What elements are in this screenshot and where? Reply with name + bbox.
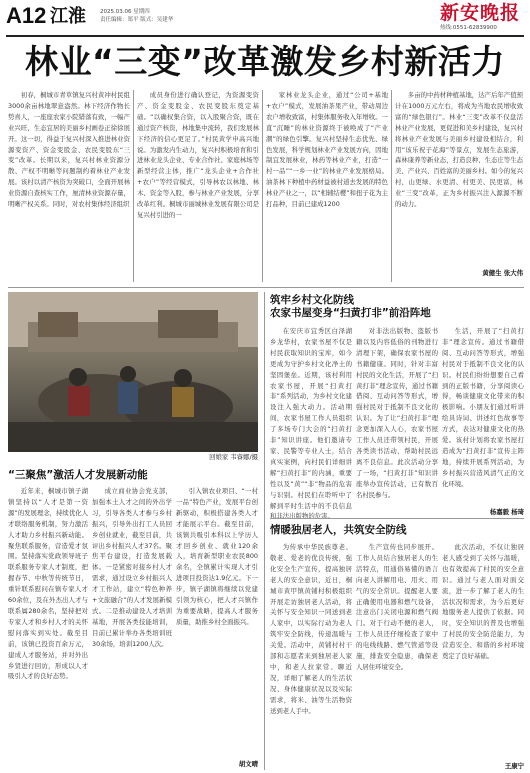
column-divider <box>262 90 263 282</box>
article-2-text-3: 生活，开展了“扫黄打非”理念宣传。通过书籍借阅、互动问答等形式，增强村民对于抵制不良文化的认识。村民们纷纷想要自己看到的正版书籍，分享阅读心得，畅谈健康文化带来的积极影响。小朋友们通过听讲绘具诗词、讲述红色故事等方式，表达对健康文化的热爱。该村计划将农家书屋打造成为“扫黄打非”宣传主阵地，持续开展系列活动，为乡村振兴营造风清气正的文化环境。 <box>442 327 524 488</box>
lead-article-text-2: 成员身份进行确认登记，为资源变资产、资金变股金、农民变股东奠定基础。“以确权集合资，以入股聚合资，既在通过资产核资，林地集中流转，我们发展林下经济的信心更足了。”村民黄学申高兴地说。为激发内生动力，复兴村积极培育和引进林业龙头企业、专业合作社、家庭林场等新型经营主体，推广“龙头企业+合作社+农户”等经营模式，引导林农以林地、林木、资金等入股，参与林业产业发展，分享改革红利。桐城市丽城林业发展有限公司是复兴村引进的一 <box>137 91 259 219</box>
hotline: 热线:0551-62839900 <box>440 25 497 31</box>
article-4-text-1: 为传承中华民族尊老、敬老、爱老的优良传统，强化安全生产宣传，提高独居老人的安全意识，近日，桐城市黄甲镇黄铺村积极组织开展走访独居老人活动，将关怀与安全知识一同送到老人家中，以实际行动为老人筑牢安全防线，传递温暖与关爱。活动中，黄铺村村干部和志愿者来到独居老人家中，和老人拉家常、聊近况，详细了解老人的生活状况、身体健康状况以及实际需求，将米、油等生活物资送到老人手中。 <box>270 543 352 715</box>
lead-article-col-1 <box>8 90 130 282</box>
lead-article-text-4: 多亩的中药材种植基地，达产后年产值预计在1000万元左右，将成为当地农民增收致富的“绿色银行”。林业“三变”改革不仅盘活林业产业发展，更促进和美乡村建设，复兴村将林业产业发展与美丽乡村建设相结合，利用“该乐祝子花海”等景点，发展生态旅游，森林康养等新业态，打造良种、生态庄等生态美、产业兴、百姓富的美丽乡村。如今的复兴村，山更绿、水更清、村更美、民更富，林业“三变”改革，正为乡村振兴注入源源不断的动力。 <box>395 91 523 209</box>
section-divider <box>8 287 524 288</box>
article-3-title: “三聚焦”激活人才发展新动能 <box>8 469 148 481</box>
article-2-col-2 <box>356 326 438 516</box>
lead-byline: 黄健生 张大伟 <box>482 269 523 277</box>
page-number: A12 <box>6 3 47 28</box>
section-divider <box>270 518 524 519</box>
column-divider <box>133 90 134 282</box>
article-4-col-1 <box>270 542 352 770</box>
article-3-col-2 <box>92 486 172 770</box>
article-3-text-2: 成立商业协会党支部，加强本土人才之间的外出学习，引导各类人才参与乡村振兴，引导外出打工人员回乡创业就业，截至目前，共评出乡村振兴人才37名。聚焦平台建设，打造发展载体。一是紧密对接乡村人才需求，通过设立乡村振兴人才工作站，建立“特色种养+文旅融合”的人才发展新模式。二是推动建设人才培训基地，开展各类技能培训，目前已累计举办各类培训班30余场，培训1200人次。 <box>92 487 172 648</box>
article-4-col-3 <box>442 542 524 760</box>
lead-article-col-3 <box>266 90 388 282</box>
lead-article-col-2 <box>137 90 259 282</box>
article-4-text-2: 生产宣传也同步展开。工作人员结合独居老人的生活特点，用通俗易懂的语言向老人讲解用电、用火、用气的安全常识。提醒老人要正确使用电器和燃气设备，注意出门关闭电源和燃气阀门。对于行动不便的老人，工作人员还仔细检查了家中的电线线路、燃气管道等设施，排查安全隐患，确保老人居住环境安全。 <box>356 543 438 671</box>
column-divider <box>264 292 265 770</box>
article-3-text-1: 近年来，桐城市镇子湖镇坚持以“人才是第一资源”的发展理念，持续优化人才联络服务机制，努力激活人才助力乡村振兴新动能。聚焦联系服务，营造爱才氛围。坚持落实党政领导班子联系服务专家人才制度，把握春节、中秋等传统节日，重针联系慰问在镇专家人才60余位，及在外杰出人才与联系属280余名，坚持把对专家人才和乡村人才的关怀慰问落实到实处。截至目前，该镇已投资百余万元，建成人才服务站，并对外出乡贤进行回访，形成以人才吸引人才的良好态势。 <box>8 487 88 681</box>
article-2-text-2: 对非法出版物、盗版书籍以及内容低俗的刊物进行清理下架，确保农家书屋的书籍健康。同时，针对丰富村民的文化生活，开展了“扫黄打非”理念宣传，通过书籍借阅、互动问答等形式，增强村民对于抵制不良文化的认识。为了让“扫黄打非”理念更加深入人心，农家书屋工作人员还带领村民，开展各类读书活动，帮助村民远离不良信息。此次活动分享了一场，“扫黄打非”知识讲座举办宣传活动，已有数百名村民参与。 <box>356 327 438 499</box>
article-4-col-2 <box>356 542 438 770</box>
lead-article-text-1: 初春，桐城市青草镇复兴村黄冲村民组3000余亩林地翠意盎然。林下经济作物长势喜人，一座座农家小院错落有致，一幅产业兴旺、生态宜居的美丽乡村画卷正徐徐展开。这一切，得益于复兴村深入推进林业资源变资产、资金变股金、农民变股东“三变”改革。长期以来，复兴村林业资源分散、产权不明晰等问题制约着林业产业发展。该村以清产核资为突破口，全面开展林业资源自查核实工作，厘清林业资源存量，明晰产权关系。同时，对农村集体经济组织 <box>8 91 130 209</box>
section-title: 江淮 <box>50 6 86 27</box>
article-4-byline: 王康宁 <box>504 762 524 770</box>
article-4-text-3: 此次活动，不仅让独居老人感受到了关怀与温暖，也有效提高了村民的安全意识。通过与老人面对面交流，进一步了解了老人的生活状况和需求，为今后更好地服务老人提供了依据。同时，安全知识的普及也增强了村民的安全防范能力，为营造安全、和谐的乡村环境奠定了良好基础。 <box>442 543 524 661</box>
photo-caption: 回娘家 韦睿娜/摄 <box>209 453 258 461</box>
lead-article-text-3: 家林业龙头企业，通过“公司+基地+农户”模式，发展油茶果产业，带动周边农户增收致富，村集体服务收入年增收。一直“沉睡”的林业资源终于被唤成了“产业潮”的绿色引擎。复兴村坚持生态优先、绿色发展，科学规划林业产业发展方向，因地制宜发展林业，林药等林业产业，打造“一村一品”“一乡一业”的林业产业发展格局。油茶林下种植中药材益被村道去发展的特色林业产业之一，以“相辅结樱”和扭子花为主打品种，目前已建成1200 <box>266 91 388 209</box>
newspaper-logo: 新安晚报 <box>440 2 521 24</box>
editor-line: 责任编辑：郑平 版式：吴建华 <box>100 17 174 23</box>
date-line: 2025.03.06 星期四 <box>100 9 150 15</box>
article-3-col-3 <box>176 486 258 758</box>
feature-photo <box>8 292 258 452</box>
main-headline: 林业“三变”改革激发乡村新活力 <box>25 42 505 81</box>
masthead <box>0 0 530 36</box>
masthead-rule <box>6 35 524 37</box>
article-3-text-3: 引入镇农业项目、“一村一品”特色产业，发展平台创新驱动，积极搭建各类人才才能展示平台。截至目前，该镇共吸引本科以上学历人才回乡创业、就业120余人，培育新型职业农民800余名，全镇累计实现人才引进项目投资达1.9亿元。下一步，镇子湖镇将继续以党建引领为核心，把人才兴镇作为重要战略，提高人才服务质量，助推乡村全面振兴。 <box>176 487 258 626</box>
article-2-text-1: 在安庆市宜秀区白泽湖乡龙华村，农家书屋不仅是村民获取知识的宝库，如今更成为守护乡村文化净土的坚固堡垒。近期，该村利用农家书屋，开展“扫黄打非”系列活动，为乡村文化建设注入强大动力。活动期间，农家书屋工作人员组织了多场专门大会的“扫黄打非”知识讲座。他们邀请专家、民警等专业人士，结合真实案例，向村民们详细讲解“扫黄打非”的内涵，重要性以及“黄”“非”物品的危害与识别。村民们在聆听中了解到平时生活中的不良信息和非法出版物的危害。 <box>270 327 352 521</box>
lead-article-col-4 <box>395 90 523 268</box>
article-4-title: 情暖独居老人，共筑安全防线 <box>270 524 407 536</box>
article-2-col-1 <box>270 326 352 521</box>
article-2-col-3 <box>442 326 524 506</box>
article-3-byline: 胡文晴 <box>238 760 258 768</box>
photo-image <box>8 292 258 452</box>
column-divider <box>391 90 392 282</box>
article-2-title: 筑牢乡村文化防线 农家书屋变身“扫黄打非”前沿阵地 <box>270 294 431 319</box>
article-3-col-1 <box>8 486 88 770</box>
article-2-byline: 杨嘉毅 杨琦 <box>489 508 524 516</box>
